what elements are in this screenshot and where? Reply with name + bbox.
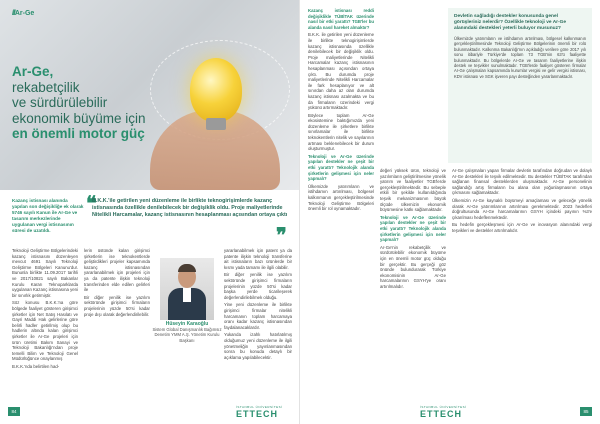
article-title: [12, 64, 192, 142]
right-column-1: [308, 8, 374, 214]
title-line-1: Ar-Ge,: [12, 64, 54, 79]
author-name: Hüseyin Karaoğlu: [165, 321, 209, 327]
paragraph: Söz konusu B.K.K.'na göre bölgede faaliyet gösteren girişimci şirketler için Net Satış Hasılatı ve Gayri Maddi Hak gelirlerine göre belirli hadler getirilmiş olup bu hadlerin altında kalan girişimci şirketler ile Ar-Ge projeleri için ürün üretimi Bakım Sanayi ve Teknoloji Bakanlığı'ndan proje temelli Bilim ve Teknoloji Genel Müdürlüğünce onaylanmış: [12, 300, 78, 362]
paragraph: B.K.K. ile getirilen yeni düzenleme ile birlikte teknogirişimlerde kazanç istisnasında özellikle denilebilecek bir değişiklik oldu. Proje maliyetlerinde Nitelikli Harcamalar kazanç istisnasının hesaplanması açısından ortaya çıktı. Bu durumda proje maliyetlerinde Nitelikli Harcamalar ile fark hesaplanıyor ve alt sınırdan daha az olan durumda kazanç istisnası azalmakta ve bu da firmaların üzerindeki vergi yükünü artırmaktadır.: [308, 32, 374, 111]
right-column-2: [380, 168, 446, 291]
lightbulb-base: [206, 118, 226, 130]
left-column-2: [84, 248, 150, 319]
question: Teknoloji ve Ar-Ge üzerinde yapılan destekler ne çeşit bir etki yarattı? Teknolojik alanda şirketlerin gelişmesi için neler yapmalı?: [308, 153, 374, 182]
paragraph: Yukarıda izahlı hatırlatılmış olduğumuz yeni düzenleme ile ilgili yönetmeliğin yayınlanmasından sonra bu konuda detaylı bir açıklama yapılabilecektir.: [224, 332, 292, 360]
section-tag: ///Ar-Ge: [12, 10, 35, 17]
title-line-3: ve sürdürülebilir: [12, 95, 108, 110]
right-column-3: [452, 168, 592, 236]
title-line-4: ekonomik büyüme için: [12, 110, 146, 126]
right-page: [300, 0, 600, 424]
pull-quote-left: Kazanç istisnası alanında yapılan son değişikliğe ek olarak 5746 sayılı Kanun ile Ar-Ge ve tasarım merkezlerinde uygulanan vergi istisnasının süresi de uzatıldı.: [12, 198, 84, 233]
featured-quote: B.K.K.'ile getirilen yeni düzenleme ile birlikte teknogirişimlerde kazanç istisnasında özellikle denilebilecek bir değişiklik oldu. Proje maliyetlerinde Nitelikli Harcamalar, kazanç istisnasının hesaplanması açısından ortaya çıktı: [92, 198, 288, 218]
magazine-logo: İSTANBUL ÜNİVERSİTESİ ETTECH: [236, 405, 283, 419]
page-number: 84: [8, 407, 20, 416]
left-column-1: [12, 248, 78, 371]
title-line-2: rekabetçilik: [12, 79, 80, 95]
paragraph: yararlanabilmek için patent ya da patente ilişkin teknoloji transferine ait istisnaların bazı ürünlerde bir kısmı yada tamamı ile ilgili olabilir.: [224, 248, 292, 270]
question: Kazanç istisnası reddi değişiklikle TÜBİTAK üzerinde nasıl bir etki yarattı? TGB'ler bu alanda nasıl hareket almaktır?: [308, 8, 374, 30]
paragraph: Ülkemizde yatırımların ve istihdamın artırılması, bölgesel kalkınmanın gerçekleştirilmesinde Teknoloji Geliştirme Bölgeleri önemli bir rol oynamaktadır.: [308, 183, 374, 212]
paragraph: Teknoloji Geliştirme Bölgelerindeki kazanç istisnasını düzenleyen mevcut 4691 Sayılı Teknoloji Geliştirme Bölgeleri Kanunu'dur. Bununla birlikte 11.09.2017 tarihli ve 2017/10821 sayılı Bakanlar Kurulu Kararı Teknoparklarda uygulanan Kazanç istisnasına yeni bir sınırlık getirmiştir.: [12, 248, 78, 298]
paragraph: Bu hedefin gerçekleşmesi için Ar-Ge ve inovasyon alanındaki vergi teşvikleri ve destekler artırılmalıdır.: [452, 222, 592, 233]
paragraph: lerin üstünde kalan girişimci şirketlerin ise teknokentlerde geliştirdikleri projeler kapsamında kazanç istisnasından yararlanabilmek için projeleri için ya da patente ilişkin teknoloji transferinden elde edilen gelirleri ile: [84, 248, 150, 293]
lightbulb-icon: [190, 58, 242, 122]
paragraph: Ülkemizin Ar-Ge kaynaklı büyümeyi amaçlaması ve geleceğe yönelik olarak Ar-Ge yatırımlarının artırılması gerekmektedir. 2023 hedefleri doğrultusunda Ar-Ge harcamalarının GSYH içindeki payının %3'e çıkarılması hedeflenmektedir.: [452, 197, 592, 220]
paragraph: değeri yüksek ürün, teknoloji ve yazılımların geliştirilmesine yönelik yatırım ve faaliyetler TGB'lerde gerçekleştirilmektedir. Bu sebeple etkili bir şekilde kullanıldığında teşvik mekanizmasının büyük ölçüde ülkemizin ekonomik büyümesine katkı sağlamaktadır.: [380, 168, 446, 213]
author-title: Sistem Global Danışmanlık Bağımsız Denetim YMM A.Ş. Yönetim Kurulu Başkanı: [152, 327, 222, 343]
page-number: 85: [580, 407, 592, 416]
magazine-logo: İSTANBUL ÜNİVERSİTESİ ETTECH: [420, 405, 467, 419]
paragraph: Bir diğer yenilik ise yazılım sektöründe girişimci firmaların projelerinin yüzde 50'si kadar proje dışı olarak değerlendirilebilir.: [84, 294, 150, 317]
paragraph: Ar-Ge çalışmaları yapan firmalar devletin tarafından doğrudan ve dolaylı Ar-Ge destekleri ile teşvik edilmektedir. Bu destekler TÜBİTAK tarafından sağlanan finansal desteklerden oluşmaktadır. Ar-Ge personelinin sağlandığı artış firmaların bu alana olan yoğunlaşmasının ortaya çıkmasını sağlamaktadır.: [452, 168, 592, 196]
paragraph: Böylece toplam Ar-Ge ekosistemine baktığımızda yeni düzenleme ile şirketlere birlikte sınırlamalar ile birlikte teknokentlerin nitelik ve sayılarının artması beklenebilecek bir durum oluşturmuştur.: [308, 112, 374, 152]
paragraph: Bir diğer yenilik ise yazılım sektöründe girişimci firmaların projelerinin yüzde 50'si kadar başka yerde ticarileşerek değerlendirilebilmek olduğu.: [224, 272, 292, 300]
left-column-3: [224, 248, 292, 362]
title-line-5: en önemli motor güç: [12, 126, 145, 141]
paragraph: Ar-Ge'nin rekabetçilik ve sürdürülebilir ekonomik büyüme için en önemli motor güç olduğu bir gerçektir. Bu gerçeği göz önünde bulundurarak Türkiye ekonomisinin Ar-Ge harcamalarının GSYH'ye oranı artırılmalıdır.: [380, 244, 446, 289]
paragraph: B.K.K.'nda belirtilen had-: [12, 363, 60, 369]
author-photo: [160, 258, 214, 320]
close-quote-icon: ❞: [276, 225, 287, 247]
author-caption: [150, 322, 224, 343]
box-answer: Ülkemizde yatırımların ve istihdamın artırılması, bölgesel kalkınmanın gerçekleştirilmesinde Teknoloji Geliştirme Bölgelerinin önemli bir rolü bulunmaktadır. Kalkınma Bakanlığı'nın açıkladığı verilere göre 2017 yılı sonu itibariyle Türkiye'de toplam 73 TGB'nin 63'ü faaliyette bulunmaktadır. Bu bölgelerde Ar-Ge ve tasarım faaliyetlerine ilişkin destek ve teşvikler sunulmaktadır. TGB'lerde faaliyet gösteren firmalar Ar-Ge çalışmaları kapsamında kurumlar vergisi ve gelir vergisi istisnası, KDV istisnası ve SGK işveren payı desteğinden yararlanmaktadır.: [454, 36, 586, 79]
question: Teknoloji ve Ar-Ge üzerinde yapılan destekler ne çeşit bir etki yarattı? Teknolojik alanda şirketlerin gelişmesi için neler yapmalı?: [380, 214, 446, 243]
open-quote-icon: ❝: [86, 193, 97, 215]
highlight-box: [448, 8, 592, 163]
paragraph: Yine yeni düzenleme ile birlikte girişimci firmalar nitelikli harcamanın toplam harcamaya oranı kadar kazanç istisnasından faydalanacaklardır.: [224, 302, 292, 330]
box-question: Devletin sağladığı destekler konusunda genel görüşleriniz nelerdir? Özellikle teknoloji ve Ar-Ge alanındaki destekleri yeterli buluyor musunuz?: [454, 14, 567, 31]
